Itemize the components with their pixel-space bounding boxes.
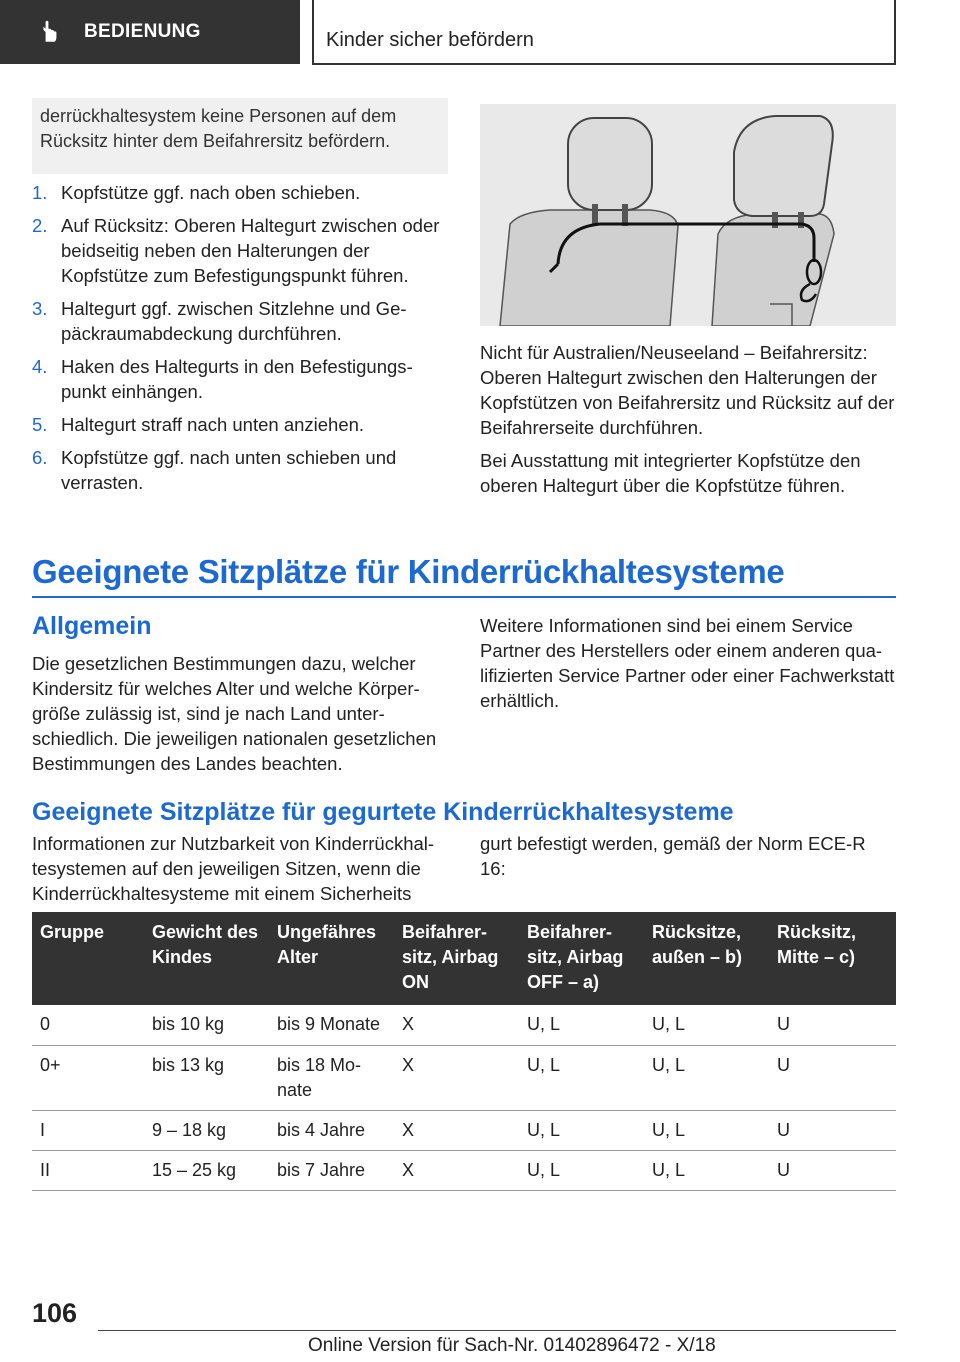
table-cell: U (769, 1045, 896, 1110)
headrest-tether-illustration (480, 104, 896, 326)
column-header: Beifahrersitz, Airbag ON (394, 912, 519, 1005)
subsection-heading-belted: Geeignete Sitzplätze für gegurtete Kinderrückhaltesysteme (32, 798, 734, 826)
table-cell: bis 9 Monate (269, 1005, 394, 1045)
list-item (32, 296, 448, 346)
table-cell: U, L (644, 1005, 769, 1045)
step-number: 1. (32, 182, 48, 203)
general-text-left: Die gesetzlichen Bestimmungen dazu, welcher Kindersitz für welches Alter und welche Körpergröße zulässig ist, sind je nach Land unterschiedlich. Die jeweiligen nationalen gesetzlichen Bestimmungen des Landes beachten. (32, 653, 437, 774)
belted-text-right: gurt befestigt werden, gemäß der Norm ECE-R 16: (480, 833, 866, 879)
table-header-row (32, 912, 896, 1005)
pointing-hand-icon (38, 19, 64, 45)
table-cell: X (394, 1150, 519, 1190)
table-row (32, 1005, 896, 1045)
column-header: Rücksitz, Mitte – c) (769, 912, 896, 1005)
table-cell: U, L (519, 1150, 644, 1190)
note-box: derrückhaltesystem keine Personen auf dem Rücksitz hinter dem Beifahrersitz befördern. (32, 98, 448, 174)
list-item (32, 412, 448, 437)
table-cell: 0+ (32, 1045, 144, 1110)
step-list (32, 180, 448, 503)
section-divider (32, 596, 896, 598)
table-cell: X (394, 1005, 519, 1045)
table-cell: U (769, 1005, 896, 1045)
step-number: 2. (32, 215, 48, 236)
table-row (32, 1150, 896, 1190)
online-version-note: Online Version für Sach-Nr. 01402896472 - X/18 (308, 1335, 716, 1356)
table-cell: U (769, 1110, 896, 1150)
table-cell: bis 4 Jahre (269, 1110, 394, 1150)
step-text: Auf Rücksitz: Oberen Haltegurt zwischen oder beidseitig neben den Halterungen der Kopfstütze zum Befestigungspunkt führen. (61, 215, 440, 286)
step-text: Haltegurt straff nach unten anziehen. (61, 414, 365, 435)
belted-text-left: Informationen zur Nutzbarkeit von Kinderrückhaltesystemen auf den jeweiligen Sitzen, wenn die Kinderrückhaltesysteme mit einem Sicherheits (32, 833, 435, 904)
list-item (32, 354, 448, 404)
step-text: Kopfstütze ggf. nach unten schieben und verrasten. (61, 447, 397, 493)
table-cell: bis 13 kg (144, 1045, 269, 1110)
table-row (32, 1110, 896, 1150)
table-cell: U, L (644, 1150, 769, 1190)
paragraph: Bei Ausstattung mit integrierter Kopfstütze den oberen Haltegurt über die Kopfstütze führen. (480, 450, 861, 496)
step-number: 5. (32, 414, 48, 435)
section-label: BEDIENUNG (84, 21, 201, 42)
table-cell: X (394, 1045, 519, 1110)
subsection-heading-general: Allgemein (32, 612, 152, 640)
column-header: Gewicht des Kindes (144, 912, 269, 1005)
table-cell: X (394, 1110, 519, 1150)
column-header: Beifahrersitz, Airbag OFF – a) (519, 912, 644, 1005)
seat-suitability-table (32, 912, 896, 1191)
step-number: 3. (32, 298, 48, 319)
table-cell: U, L (519, 1005, 644, 1045)
tether-instructions (480, 340, 896, 506)
table-cell: bis 7 Jahre (269, 1150, 394, 1190)
footer-divider (98, 1330, 896, 1331)
step-text: Kopfstütze ggf. nach oben schieben. (61, 182, 361, 203)
table-cell: 0 (32, 1005, 144, 1045)
table-cell: U (769, 1150, 896, 1190)
table-cell: I (32, 1110, 144, 1150)
general-text-right: Weitere Informationen sind bei einem Service Partner des Herstellers oder einem anderen qualifizierten Service Partner oder einer Fachwerkstatt erhältlich. (480, 615, 895, 711)
paragraph: Nicht für Australien/Neuseeland – Beifahrersitz: Oberen Haltegurt zwischen den Halterungen der Kopfstützen von Beifahrersitz und Rücksitz auf der Beifahrerseite durchführen. (480, 342, 895, 438)
list-item (32, 213, 448, 288)
table-cell: bis 10 kg (144, 1005, 269, 1045)
table-cell: 9 – 18 kg (144, 1110, 269, 1150)
table-cell: bis 18 Monate (269, 1045, 394, 1110)
table-cell: U, L (644, 1110, 769, 1150)
table-cell: II (32, 1150, 144, 1190)
table-cell: U, L (644, 1045, 769, 1110)
step-number: 6. (32, 447, 48, 468)
table-cell: 15 – 25 kg (144, 1150, 269, 1190)
section-heading: Geeignete Sitzplätze für Kinderrückhaltesysteme (32, 553, 785, 590)
table-row (32, 1045, 896, 1110)
column-header: Ungefähres Alter (269, 912, 394, 1005)
step-text: Haken des Haltegurts in den Befestigungspunkt einhängen. (61, 356, 413, 402)
step-number: 4. (32, 356, 48, 377)
list-item (32, 180, 448, 205)
table-cell: U, L (519, 1045, 644, 1110)
page-title: Kinder sicher befördern (312, 0, 896, 65)
section-tab (0, 0, 300, 64)
column-header: Rücksitze, außen – b) (644, 912, 769, 1005)
column-header: Gruppe (32, 912, 144, 1005)
list-item (32, 445, 448, 495)
table-cell: U, L (519, 1110, 644, 1150)
page-number: 106 (32, 1298, 78, 1328)
step-text: Haltegurt ggf. zwischen Sitzlehne und Gepäckraumabdeckung durchführen. (61, 298, 407, 344)
